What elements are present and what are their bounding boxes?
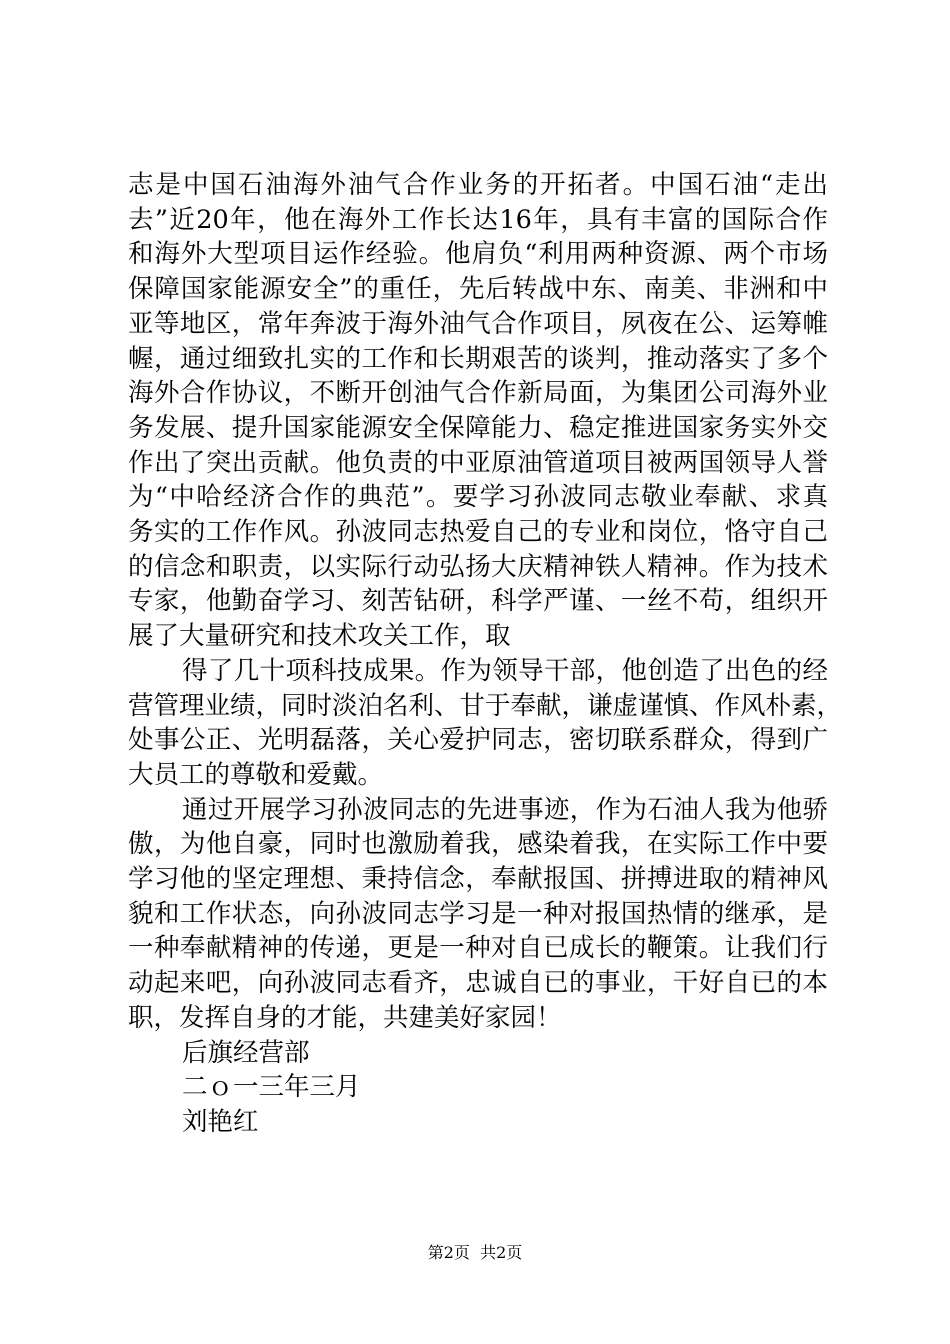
text-line: 动起来吧，向孙波同志看齐，忠诚自已的事业，干好自已的本 [128, 968, 828, 999]
text-line: 去”近20年，他在海外工作长达16年，具有丰富的国际合作 [128, 204, 828, 235]
text-line: 专家，他勤奋学习、刻苦钻研，科学严谨、一丝不苟，组织开 [128, 586, 828, 617]
paragraph-1 [128, 168, 828, 654]
text-line: 幄，通过细致扎实的工作和长期艰苦的谈判，推动落实了多个 [128, 343, 828, 374]
text-line: 职，发挥自身的才能，共建美好家园！ [128, 1002, 562, 1033]
text-line: 为“中哈经济合作的典范”。要学习孙波同志敬业奉献、求真 [128, 482, 828, 513]
text-line: 貌和工作状态，向孙波同志学习是一种对报国热情的继承，是 [128, 898, 828, 929]
text-line: 展了大量研究和技术攻关工作，取 [128, 621, 511, 652]
text-line: 通过开展学习孙波同志的先进事迹，作为石油人我为他骄 [182, 794, 828, 825]
document-body [128, 168, 843, 1140]
text-line: 大员工的尊敬和爱戴。 [128, 759, 384, 790]
signature-author: 刘艳红 [182, 1106, 259, 1137]
signature-department: 后旗经营部 [182, 1037, 310, 1068]
text-line: 傲，为他自豪，同时也激励着我，感染着我，在实际工作中要 [128, 829, 828, 860]
text-line: 的信念和职责，以实际行动弘扬大庆精神铁人精神。作为技术 [128, 551, 828, 582]
text-line: 志是中国石油海外油气合作业务的开拓者。中国石油“走出 [128, 170, 828, 200]
text-line: 一种奉献精神的传递，更是一种对自已成长的鞭策。让我们行 [128, 933, 828, 964]
page-number-footer: 第2页 共2页 [427, 1243, 523, 1262]
text-line: 学习他的坚定理想、秉持信念，奉献报国、拼搏进取的精神风 [128, 864, 828, 895]
text-line: 和海外大型项目运作经验。他肩负“利用两种资源、两个市场 [128, 239, 828, 270]
text-line: 得了几十项科技成果。作为领导干部，他创造了出色的经 [182, 655, 828, 686]
signature-date: 二ｏ一三年三月 [182, 1072, 361, 1103]
text-line: 海外合作协议，不断开创油气合作新局面，为集团公司海外业 [128, 378, 828, 409]
text-line: 务发展、提升国家能源安全保障能力、稳定推进国家务实外交 [128, 412, 828, 443]
text-line: 营管理业绩，同时淡泊名利、甘于奉献，谦虚谨慎、作风朴素， [128, 690, 843, 721]
text-line: 务实的工作作风。孙波同志热爱自己的专业和岗位，恪守自己 [128, 517, 828, 548]
text-line: 亚等地区，常年奔波于海外油气合作项目，夙夜在公、运筹帷 [128, 308, 828, 339]
paragraph-3 [128, 793, 828, 1036]
signature-block [128, 1036, 828, 1140]
text-line: 作出了突出贡献。他负责的中亚原油管道项目被两国领导人誉 [128, 447, 828, 478]
text-line: 处事公正、光明磊落，关心爱护同志，密切联系群众，得到广 [128, 725, 828, 756]
text-line: 保障国家能源安全”的重任，先后转战中东、南美、非洲和中 [128, 274, 828, 305]
paragraph-2 [128, 654, 843, 793]
